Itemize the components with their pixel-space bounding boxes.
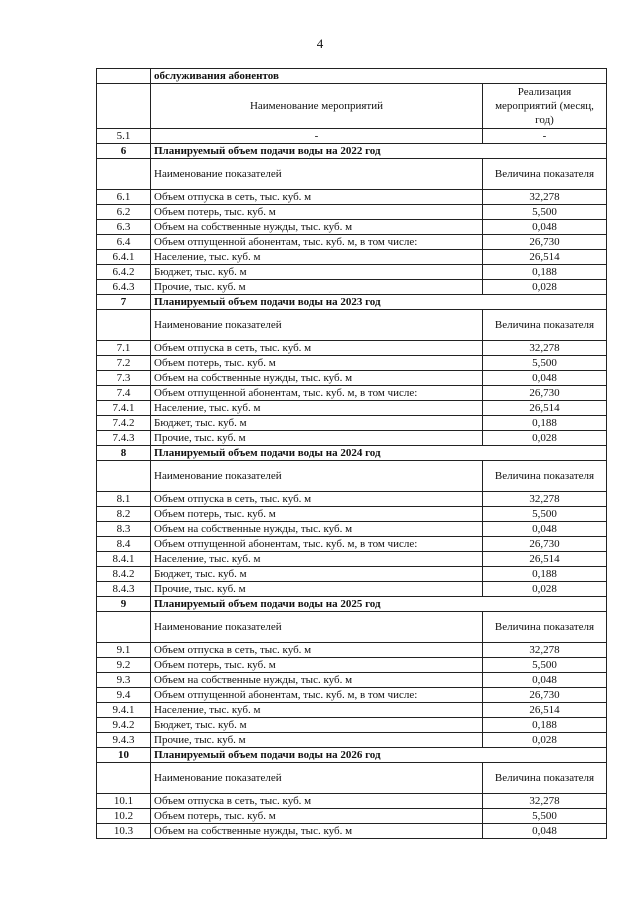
table-row <box>97 129 607 144</box>
table-row <box>97 220 607 235</box>
indicator-name-header: Наименование показателей <box>151 310 483 341</box>
indicator-value-header: Величина показателя <box>483 763 607 794</box>
table-row <box>97 809 607 824</box>
indicator-value-header: Величина показателя <box>483 159 607 190</box>
table-row <box>97 265 607 280</box>
table-row <box>97 341 607 356</box>
row-number: 6.1 <box>97 190 151 205</box>
row-name: Бюджет, тыс. куб. м <box>151 265 483 280</box>
section-title: Планируемый объем подачи воды на 2023 год <box>151 295 607 310</box>
row-name: Объем отпуска в сеть, тыс. куб. м <box>151 190 483 205</box>
row-number: 7.4.3 <box>97 431 151 446</box>
section-number: 7 <box>97 295 151 310</box>
row-number: 6.4.3 <box>97 280 151 295</box>
row-number: 7.4.1 <box>97 401 151 416</box>
row-name: Объем отпуска в сеть, тыс. куб. м <box>151 794 483 809</box>
row-value: 26,514 <box>483 401 607 416</box>
indicator-header-row <box>97 310 607 341</box>
row-value: 32,278 <box>483 341 607 356</box>
table-row <box>97 733 607 748</box>
indicator-header-row <box>97 612 607 643</box>
row-value: 5,500 <box>483 507 607 522</box>
row-value: 26,730 <box>483 235 607 250</box>
row-name: Объем отпущенной абонентам, тыс. куб. м, в том числе: <box>151 537 483 552</box>
row-value: 0,188 <box>483 416 607 431</box>
row-number: 8.4.3 <box>97 582 151 597</box>
row-number: 6.4.1 <box>97 250 151 265</box>
row-number: 9.4.3 <box>97 733 151 748</box>
row-number: 7.1 <box>97 341 151 356</box>
row-number: 9.4 <box>97 688 151 703</box>
section-row <box>97 144 607 159</box>
row-number: 7.3 <box>97 371 151 386</box>
section-row <box>97 295 607 310</box>
row-value: 5,500 <box>483 809 607 824</box>
table-row <box>97 190 607 205</box>
table-row <box>97 205 607 220</box>
table-row <box>97 582 607 597</box>
section-title: Планируемый объем подачи воды на 2024 год <box>151 446 607 461</box>
row-name: Объем отпуска в сеть, тыс. куб. м <box>151 643 483 658</box>
row-number: 7.2 <box>97 356 151 371</box>
row-name: Объем отпущенной абонентам, тыс. куб. м, в том числе: <box>151 688 483 703</box>
row-value: 5,500 <box>483 658 607 673</box>
section-title: Планируемый объем подачи воды на 2026 год <box>151 748 607 763</box>
row-name: Объем потерь, тыс. куб. м <box>151 658 483 673</box>
row-value: 0,028 <box>483 431 607 446</box>
header-value: Реализация мероприятий (месяц, год) <box>483 84 607 129</box>
row-number: 9.4.2 <box>97 718 151 733</box>
table-row <box>97 235 607 250</box>
row-value: 32,278 <box>483 643 607 658</box>
row-number: 7.4.2 <box>97 416 151 431</box>
indicator-header-row <box>97 461 607 492</box>
row-value: 26,730 <box>483 537 607 552</box>
row-number: 8.1 <box>97 492 151 507</box>
row-name: Объем потерь, тыс. куб. м <box>151 809 483 824</box>
section-row <box>97 446 607 461</box>
row-number: 8.2 <box>97 507 151 522</box>
table-row <box>97 718 607 733</box>
table-row <box>97 824 607 839</box>
table-row <box>97 552 607 567</box>
row-name: Прочие, тыс. куб. м <box>151 280 483 295</box>
row-number: 10.2 <box>97 809 151 824</box>
row-value: 0,028 <box>483 733 607 748</box>
row-name: Объем на собственные нужды, тыс. куб. м <box>151 824 483 839</box>
row-name: Население, тыс. куб. м <box>151 250 483 265</box>
row-name: Объем потерь, тыс. куб. м <box>151 205 483 220</box>
row-value: 5,500 <box>483 356 607 371</box>
row-number: 10.1 <box>97 794 151 809</box>
table-row <box>97 280 607 295</box>
row-name: Объем на собственные нужды, тыс. куб. м <box>151 673 483 688</box>
table-row <box>97 658 607 673</box>
row-number: 6.4.2 <box>97 265 151 280</box>
row-value: 0,048 <box>483 220 607 235</box>
row-value: 0,028 <box>483 582 607 597</box>
table-row <box>97 673 607 688</box>
row-value: - <box>483 129 607 144</box>
row-name: Население, тыс. куб. м <box>151 703 483 718</box>
row-number: 8.3 <box>97 522 151 537</box>
row-name: Прочие, тыс. куб. м <box>151 733 483 748</box>
row-value: 0,048 <box>483 824 607 839</box>
row-number: 6.4 <box>97 235 151 250</box>
row-number: 8.4 <box>97 537 151 552</box>
row-value: 26,730 <box>483 386 607 401</box>
row-name: Бюджет, тыс. куб. м <box>151 718 483 733</box>
row-name: Бюджет, тыс. куб. м <box>151 567 483 582</box>
row-name: Прочие, тыс. куб. м <box>151 431 483 446</box>
table-row <box>97 703 607 718</box>
row-value: 0,048 <box>483 673 607 688</box>
table-row <box>97 567 607 582</box>
row-name: Население, тыс. куб. м <box>151 401 483 416</box>
row-value: 26,514 <box>483 250 607 265</box>
row-value: 5,500 <box>483 205 607 220</box>
table-row <box>97 507 607 522</box>
section-row <box>97 748 607 763</box>
table-row <box>97 794 607 809</box>
row-name: Объем потерь, тыс. куб. м <box>151 356 483 371</box>
row-name: Объем отпуска в сеть, тыс. куб. м <box>151 492 483 507</box>
table-row <box>97 643 607 658</box>
table-row <box>97 416 607 431</box>
row-name: - <box>151 129 483 144</box>
row-number: 8.4.2 <box>97 567 151 582</box>
row-name: Население, тыс. куб. м <box>151 552 483 567</box>
table-row <box>97 401 607 416</box>
section-row <box>97 597 607 612</box>
header-name: Наименование мероприятий <box>151 84 483 129</box>
indicator-header-row <box>97 159 607 190</box>
row-value: 0,048 <box>483 522 607 537</box>
row-number: 9.4.1 <box>97 703 151 718</box>
row-name: Прочие, тыс. куб. м <box>151 582 483 597</box>
row-value: 0,188 <box>483 265 607 280</box>
row-value: 32,278 <box>483 794 607 809</box>
row-name: Объем на собственные нужды, тыс. куб. м <box>151 522 483 537</box>
row-value: 0,028 <box>483 280 607 295</box>
row-value: 0,048 <box>483 371 607 386</box>
indicator-name-header: Наименование показателей <box>151 763 483 794</box>
section-number: 8 <box>97 446 151 461</box>
section-number: 9 <box>97 597 151 612</box>
section-number: 10 <box>97 748 151 763</box>
row-number: 9.2 <box>97 658 151 673</box>
row-value: 0,188 <box>483 718 607 733</box>
section-number: 6 <box>97 144 151 159</box>
table-header-row <box>97 84 607 129</box>
indicator-name-header: Наименование показателей <box>151 612 483 643</box>
row-name: Объем на собственные нужды, тыс. куб. м <box>151 220 483 235</box>
row-number: 7.4 <box>97 386 151 401</box>
row-name: Бюджет, тыс. куб. м <box>151 416 483 431</box>
water-supply-plan-table <box>96 68 607 839</box>
table-row <box>97 431 607 446</box>
indicator-header-row <box>97 763 607 794</box>
indicator-name-header: Наименование показателей <box>151 159 483 190</box>
row-number: 9.3 <box>97 673 151 688</box>
row-name: Объем на собственные нужды, тыс. куб. м <box>151 371 483 386</box>
row-value: 26,514 <box>483 703 607 718</box>
table-row <box>97 688 607 703</box>
table-row <box>97 386 607 401</box>
table-row <box>97 492 607 507</box>
row-number: 6.2 <box>97 205 151 220</box>
row-value: 32,278 <box>483 190 607 205</box>
indicator-value-header: Величина показателя <box>483 461 607 492</box>
table-row <box>97 250 607 265</box>
row-number: 8.4.1 <box>97 552 151 567</box>
row-number: 6.3 <box>97 220 151 235</box>
row-value: 26,730 <box>483 688 607 703</box>
table-row <box>97 371 607 386</box>
indicator-value-header: Величина показателя <box>483 612 607 643</box>
row-name: Объем потерь, тыс. куб. м <box>151 507 483 522</box>
table-row <box>97 522 607 537</box>
row-number: 10.3 <box>97 824 151 839</box>
row-value: 32,278 <box>483 492 607 507</box>
table-row <box>97 537 607 552</box>
page-number: 4 <box>316 36 324 51</box>
table-row <box>97 69 607 84</box>
section-title: Планируемый объем подачи воды на 2025 год <box>151 597 607 612</box>
row-name: Объем отпуска в сеть, тыс. куб. м <box>151 341 483 356</box>
row-name: Объем отпущенной абонентам, тыс. куб. м, в том числе: <box>151 386 483 401</box>
row-number: 5.1 <box>97 129 151 144</box>
row-value: 26,514 <box>483 552 607 567</box>
table-row <box>97 356 607 371</box>
row-number: 9.1 <box>97 643 151 658</box>
row-value: 0,188 <box>483 567 607 582</box>
continuation-text: обслуживания абонентов <box>151 69 607 84</box>
indicator-name-header: Наименование показателей <box>151 461 483 492</box>
indicator-value-header: Величина показателя <box>483 310 607 341</box>
section-title: Планируемый объем подачи воды на 2022 год <box>151 144 607 159</box>
row-name: Объем отпущенной абонентам, тыс. куб. м, в том числе: <box>151 235 483 250</box>
